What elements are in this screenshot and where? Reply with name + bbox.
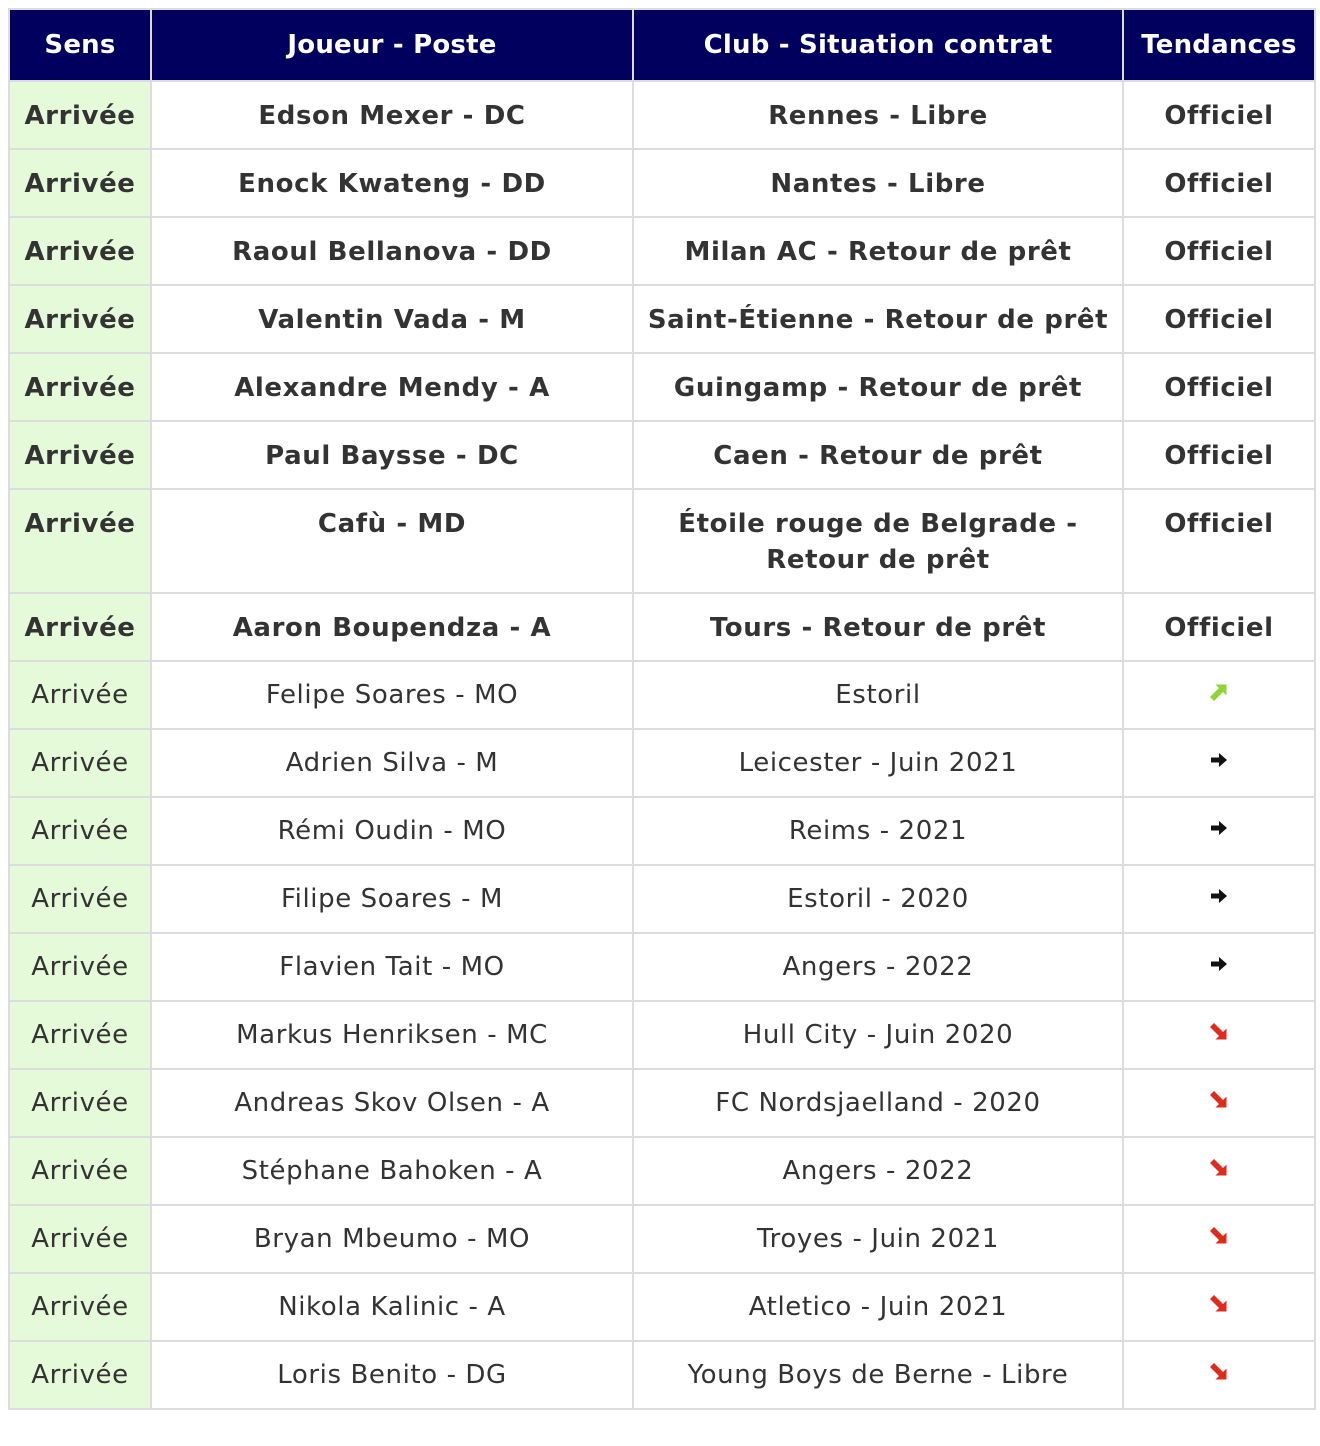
- cell-club-situation: Leicester - Juin 2021: [633, 729, 1123, 797]
- table-row: [9, 797, 1315, 865]
- cell-tendance: [1123, 797, 1315, 865]
- cell-tendance: [1123, 1273, 1315, 1341]
- cell-joueur-poste: Rémi Oudin - MO: [151, 797, 633, 865]
- cell-club-situation: Guingamp - Retour de prêt: [633, 353, 1123, 421]
- cell-tendance: Officiel: [1123, 421, 1315, 489]
- cell-sens: Arrivée: [9, 865, 151, 933]
- cell-joueur-poste: Valentin Vada - M: [151, 285, 633, 353]
- cell-joueur-poste: Bryan Mbeumo - MO: [151, 1205, 633, 1273]
- arrow-down-right-icon: [1208, 1221, 1230, 1257]
- cell-joueur-poste: Loris Benito - DG: [151, 1341, 633, 1409]
- cell-club-situation: Nantes - Libre: [633, 149, 1123, 217]
- cell-sens: Arrivée: [9, 1273, 151, 1341]
- arrow-right-icon: [1208, 881, 1230, 917]
- table-row: [9, 729, 1315, 797]
- cell-tendance: Officiel: [1123, 149, 1315, 217]
- arrow-down-right-icon: [1208, 1085, 1230, 1121]
- cell-sens: Arrivée: [9, 1001, 151, 1069]
- table-body: [9, 81, 1315, 1409]
- cell-joueur-poste: Flavien Tait - MO: [151, 933, 633, 1001]
- cell-club-situation: Tours - Retour de prêt: [633, 593, 1123, 661]
- cell-tendance: [1123, 1001, 1315, 1069]
- cell-tendance: Officiel: [1123, 489, 1315, 593]
- header-row: [9, 9, 1315, 81]
- cell-club-situation: Estoril: [633, 661, 1123, 729]
- arrow-right-icon: [1208, 949, 1230, 985]
- table-row: [9, 353, 1315, 421]
- cell-sens: Arrivée: [9, 285, 151, 353]
- cell-club-situation: Angers - 2022: [633, 1137, 1123, 1205]
- cell-tendance: [1123, 1341, 1315, 1409]
- cell-sens: Arrivée: [9, 1205, 151, 1273]
- cell-club-situation: Angers - 2022: [633, 933, 1123, 1001]
- cell-tendance: [1123, 933, 1315, 1001]
- arrow-down-right-icon: [1208, 1289, 1230, 1325]
- cell-tendance: Officiel: [1123, 81, 1315, 149]
- cell-club-situation: Young Boys de Berne - Libre: [633, 1341, 1123, 1409]
- header-joueur-poste: Joueur - Poste: [151, 9, 633, 81]
- cell-tendance: Officiel: [1123, 217, 1315, 285]
- table-row: [9, 149, 1315, 217]
- cell-club-situation: Caen - Retour de prêt: [633, 421, 1123, 489]
- cell-club-situation: Étoile rouge de Belgrade - Retour de prêt: [633, 489, 1123, 593]
- cell-sens: Arrivée: [9, 1341, 151, 1409]
- arrow-down-right-icon: [1208, 1017, 1230, 1053]
- cell-club-situation: Reims - 2021: [633, 797, 1123, 865]
- cell-joueur-poste: Stéphane Bahoken - A: [151, 1137, 633, 1205]
- arrow-down-right-icon: [1208, 1153, 1230, 1189]
- cell-sens: Arrivée: [9, 421, 151, 489]
- cell-joueur-poste: Markus Henriksen - MC: [151, 1001, 633, 1069]
- cell-tendance: Officiel: [1123, 285, 1315, 353]
- cell-joueur-poste: Edson Mexer - DC: [151, 81, 633, 149]
- cell-sens: Arrivée: [9, 1137, 151, 1205]
- cell-joueur-poste: Enock Kwateng - DD: [151, 149, 633, 217]
- cell-joueur-poste: Filipe Soares - M: [151, 865, 633, 933]
- cell-joueur-poste: Cafù - MD: [151, 489, 633, 593]
- arrow-up-right-icon: [1208, 677, 1230, 713]
- table-row: [9, 1205, 1315, 1273]
- cell-tendance: Officiel: [1123, 353, 1315, 421]
- table-row: [9, 1137, 1315, 1205]
- table-row: [9, 1069, 1315, 1137]
- table-row: [9, 865, 1315, 933]
- cell-club-situation: Saint-Étienne - Retour de prêt: [633, 285, 1123, 353]
- table-row: [9, 593, 1315, 661]
- cell-club-situation: Milan AC - Retour de prêt: [633, 217, 1123, 285]
- arrow-down-right-icon: [1208, 1357, 1230, 1393]
- cell-sens: Arrivée: [9, 217, 151, 285]
- table-row: [9, 81, 1315, 149]
- cell-joueur-poste: Andreas Skov Olsen - A: [151, 1069, 633, 1137]
- table-row: [9, 1341, 1315, 1409]
- cell-sens: Arrivée: [9, 661, 151, 729]
- cell-joueur-poste: Raoul Bellanova - DD: [151, 217, 633, 285]
- cell-tendance: [1123, 661, 1315, 729]
- cell-sens: Arrivée: [9, 1069, 151, 1137]
- cell-joueur-poste: Felipe Soares - MO: [151, 661, 633, 729]
- table-row: [9, 217, 1315, 285]
- table-row: [9, 1001, 1315, 1069]
- cell-club-situation: Estoril - 2020: [633, 865, 1123, 933]
- cell-tendance: Officiel: [1123, 593, 1315, 661]
- cell-club-situation: Rennes - Libre: [633, 81, 1123, 149]
- cell-club-situation: Atletico - Juin 2021: [633, 1273, 1123, 1341]
- arrow-right-icon: [1208, 813, 1230, 849]
- cell-joueur-poste: Aaron Boupendza - A: [151, 593, 633, 661]
- transfers-table: [8, 8, 1316, 1410]
- cell-club-situation: Hull City - Juin 2020: [633, 1001, 1123, 1069]
- cell-joueur-poste: Alexandre Mendy - A: [151, 353, 633, 421]
- cell-tendance: [1123, 1069, 1315, 1137]
- cell-sens: Arrivée: [9, 729, 151, 797]
- table-row: [9, 489, 1315, 593]
- cell-joueur-poste: Adrien Silva - M: [151, 729, 633, 797]
- header-sens: Sens: [9, 9, 151, 81]
- cell-club-situation: FC Nordsjaelland - 2020: [633, 1069, 1123, 1137]
- table-row: [9, 1273, 1315, 1341]
- table-row: [9, 661, 1315, 729]
- cell-sens: Arrivée: [9, 353, 151, 421]
- cell-joueur-poste: Paul Baysse - DC: [151, 421, 633, 489]
- cell-club-situation: Troyes - Juin 2021: [633, 1205, 1123, 1273]
- table-row: [9, 421, 1315, 489]
- cell-tendance: [1123, 1137, 1315, 1205]
- cell-sens: Arrivée: [9, 81, 151, 149]
- cell-sens: Arrivée: [9, 593, 151, 661]
- header-club-situation: Club - Situation contrat: [633, 9, 1123, 81]
- cell-sens: Arrivée: [9, 797, 151, 865]
- cell-sens: Arrivée: [9, 149, 151, 217]
- table-row: [9, 285, 1315, 353]
- header-tendances: Tendances: [1123, 9, 1315, 81]
- cell-joueur-poste: Nikola Kalinic - A: [151, 1273, 633, 1341]
- cell-tendance: [1123, 729, 1315, 797]
- arrow-right-icon: [1208, 745, 1230, 781]
- cell-sens: Arrivée: [9, 489, 151, 593]
- table-row: [9, 933, 1315, 1001]
- cell-tendance: [1123, 865, 1315, 933]
- cell-sens: Arrivée: [9, 933, 151, 1001]
- cell-tendance: [1123, 1205, 1315, 1273]
